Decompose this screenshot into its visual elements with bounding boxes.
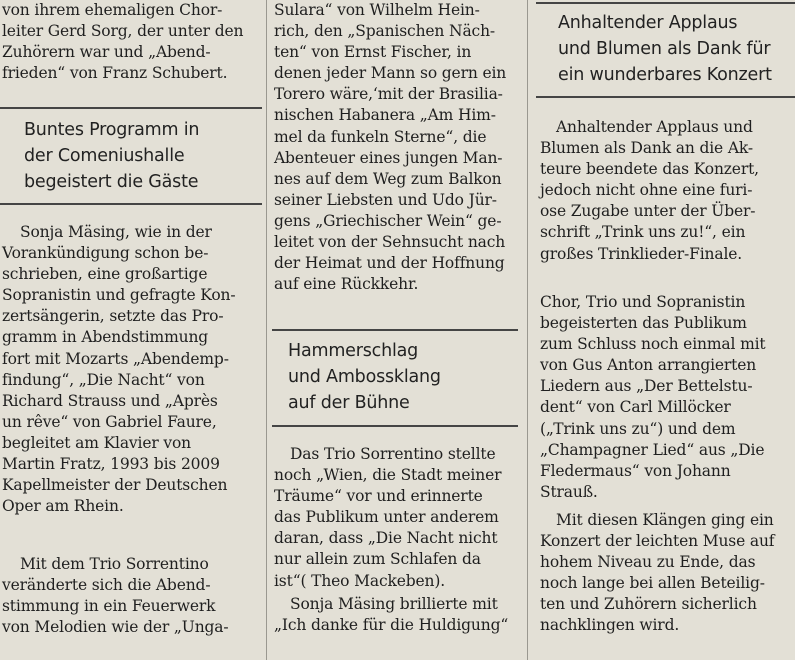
text-line: jedoch nicht ohne eine furi- bbox=[540, 181, 753, 200]
text-line: Konzert der leichten Muse auf bbox=[540, 532, 775, 551]
text-line: „Ich danke für die Huldigung“ bbox=[274, 616, 509, 635]
text-line: Mit diesen Klängen ging ein bbox=[556, 511, 774, 529]
text-line: denen jeder Mann so gern ein bbox=[274, 64, 507, 83]
paragraph bbox=[274, 0, 506, 295]
article-column-2 bbox=[272, 0, 518, 660]
text-line: Sulara“ von Wilhelm Hein- bbox=[274, 1, 480, 19]
section-rule bbox=[536, 2, 795, 4]
text-line: ten“ von Ernst Fischer, in bbox=[274, 43, 472, 62]
text-line: Richard Strauss und „Après bbox=[2, 391, 218, 410]
article-column-3 bbox=[536, 0, 795, 660]
text-line: nes auf dem Weg zum Balkon bbox=[274, 169, 502, 188]
paragraph bbox=[540, 510, 774, 637]
text-line: Martin Fratz, 1993 bis 2009 bbox=[2, 455, 220, 474]
text-line: gens „Griechischer Wein“ ge- bbox=[274, 211, 502, 230]
heading-line: Anhaltender Applaus bbox=[558, 13, 738, 33]
text-line: zertsängerin, setzte das Pro- bbox=[2, 307, 224, 326]
text-line: zum Schluss noch einmal mit bbox=[540, 335, 766, 354]
text-line: Liedern aus „Der Bettelstu- bbox=[540, 377, 753, 396]
article-column-1 bbox=[0, 0, 262, 660]
text-line: mel da funkeln Sterne“, die bbox=[274, 127, 487, 146]
text-line: frieden“ von Franz Schubert. bbox=[2, 64, 228, 83]
text-line: hohem Niveau zu Ende, das bbox=[540, 553, 756, 572]
heading-line: und Ambossklang bbox=[288, 367, 441, 387]
column-divider bbox=[527, 0, 528, 660]
text-line: Abenteuer eines jungen Man- bbox=[274, 148, 503, 167]
text-line: Das Trio Sorrentino stellte bbox=[290, 445, 496, 463]
text-line: schrieben, eine großartige bbox=[2, 265, 208, 284]
heading-line: und Blumen als Dank für bbox=[558, 39, 771, 59]
text-line: auf eine Rückkehr. bbox=[274, 275, 419, 294]
text-line: Mit dem Trio Sorrentino bbox=[20, 555, 209, 573]
text-line: Oper am Rhein. bbox=[2, 497, 124, 516]
text-line: das Publikum unter anderem bbox=[274, 508, 499, 527]
text-line: Anhaltender Applaus und bbox=[556, 118, 753, 136]
text-line: leitet von der Sehnsucht nach bbox=[274, 233, 506, 252]
text-line: Sonja Mäsing brillierte mit bbox=[290, 595, 498, 613]
text-line: ten und Zuhörern sicherlich bbox=[540, 595, 757, 614]
paragraph bbox=[2, 0, 243, 84]
heading-line: der Comeniushalle bbox=[24, 146, 185, 166]
text-line: Torero wäre,‘mit der Brasilia- bbox=[274, 85, 503, 104]
paragraph bbox=[540, 292, 766, 503]
section-heading bbox=[24, 117, 199, 195]
text-line: Träume“ vor und erinnerte bbox=[274, 487, 483, 506]
paragraph bbox=[2, 554, 228, 638]
text-line: nischen Habanera „Am Him- bbox=[274, 106, 496, 125]
section-heading bbox=[558, 10, 772, 88]
section-rule bbox=[272, 425, 518, 427]
text-line: Kapellmeister der Deutschen bbox=[2, 476, 228, 495]
section-rule bbox=[0, 203, 262, 205]
heading-line: auf der Bühne bbox=[288, 393, 410, 413]
text-line: daran, dass „Die Nacht nicht bbox=[274, 529, 498, 548]
heading-line: Hammerschlag bbox=[288, 341, 419, 361]
text-line: Strauß. bbox=[540, 482, 598, 501]
text-line: Fledermaus“ von Johann bbox=[540, 461, 731, 480]
text-line: von Melodien wie der „Unga- bbox=[2, 618, 229, 637]
text-line: veränderte sich die Abend- bbox=[2, 576, 211, 595]
paragraph bbox=[274, 444, 501, 592]
text-line: teure beendete das Konzert, bbox=[540, 160, 759, 179]
text-line: leiter Gerd Sorg, der unter den bbox=[2, 22, 244, 41]
text-line: Zuhörern war und „Abend- bbox=[2, 43, 211, 62]
text-line: von ihrem ehemaligen Chor- bbox=[2, 1, 223, 19]
section-rule bbox=[272, 329, 518, 331]
text-line: ose Zugabe unter der Über- bbox=[540, 202, 756, 221]
text-line: stimmung in ein Feuerwerk bbox=[2, 597, 216, 616]
heading-line: ein wunderbares Konzert bbox=[558, 65, 772, 85]
paragraph bbox=[2, 222, 235, 517]
text-line: rich, den „Spanischen Näch- bbox=[274, 22, 495, 41]
paragraph bbox=[274, 594, 508, 636]
text-line: fort mit Mozarts „Abendemp- bbox=[2, 349, 229, 368]
text-line: Chor, Trio und Sopranistin bbox=[540, 293, 746, 311]
text-line: findung“, „Die Nacht“ von bbox=[2, 370, 205, 389]
section-heading bbox=[288, 338, 441, 416]
text-line: schrift „Trink uns zu!“, ein bbox=[540, 223, 746, 242]
text-line: seiner Liebsten und Udo Jür- bbox=[274, 190, 497, 209]
text-line: („Trink uns zu“) und dem bbox=[540, 419, 736, 438]
text-line: un rêve“ von Gabriel Faure, bbox=[2, 412, 217, 431]
text-line: nachklingen wird. bbox=[540, 616, 680, 635]
section-rule bbox=[536, 96, 795, 98]
text-line: von Gus Anton arrangierten bbox=[540, 356, 757, 375]
text-line: noch lange bei allen Beteilig- bbox=[540, 574, 765, 593]
text-line: Blumen als Dank an die Ak- bbox=[540, 139, 753, 158]
text-line: Sonja Mäsing, wie in der bbox=[20, 223, 212, 241]
text-line: begleitet am Klavier von bbox=[2, 433, 191, 452]
text-line: der Heimat und der Hoffnung bbox=[274, 254, 505, 273]
text-line: Sopranistin und gefragte Kon- bbox=[2, 286, 236, 305]
text-line: großes Trinklieder-Finale. bbox=[540, 244, 743, 263]
text-line: ist“( Theo Mackeben). bbox=[274, 571, 446, 590]
column-divider bbox=[266, 0, 267, 660]
heading-line: Buntes Programm in bbox=[24, 120, 200, 140]
text-line: Vorankündigung schon be- bbox=[2, 244, 209, 263]
text-line: noch „Wien, die Stadt meiner bbox=[274, 466, 502, 485]
paragraph bbox=[540, 117, 759, 265]
section-rule bbox=[0, 107, 262, 109]
heading-line: begeistert die Gäste bbox=[24, 172, 199, 192]
text-line: gramm in Abendstimmung bbox=[2, 328, 209, 347]
text-line: „Champagner Lied“ aus „Die bbox=[540, 440, 765, 459]
text-line: dent“ von Carl Millöcker bbox=[540, 398, 731, 417]
text-line: begeisterten das Publikum bbox=[540, 314, 747, 333]
text-line: nur allein zum Schlafen da bbox=[274, 550, 481, 569]
